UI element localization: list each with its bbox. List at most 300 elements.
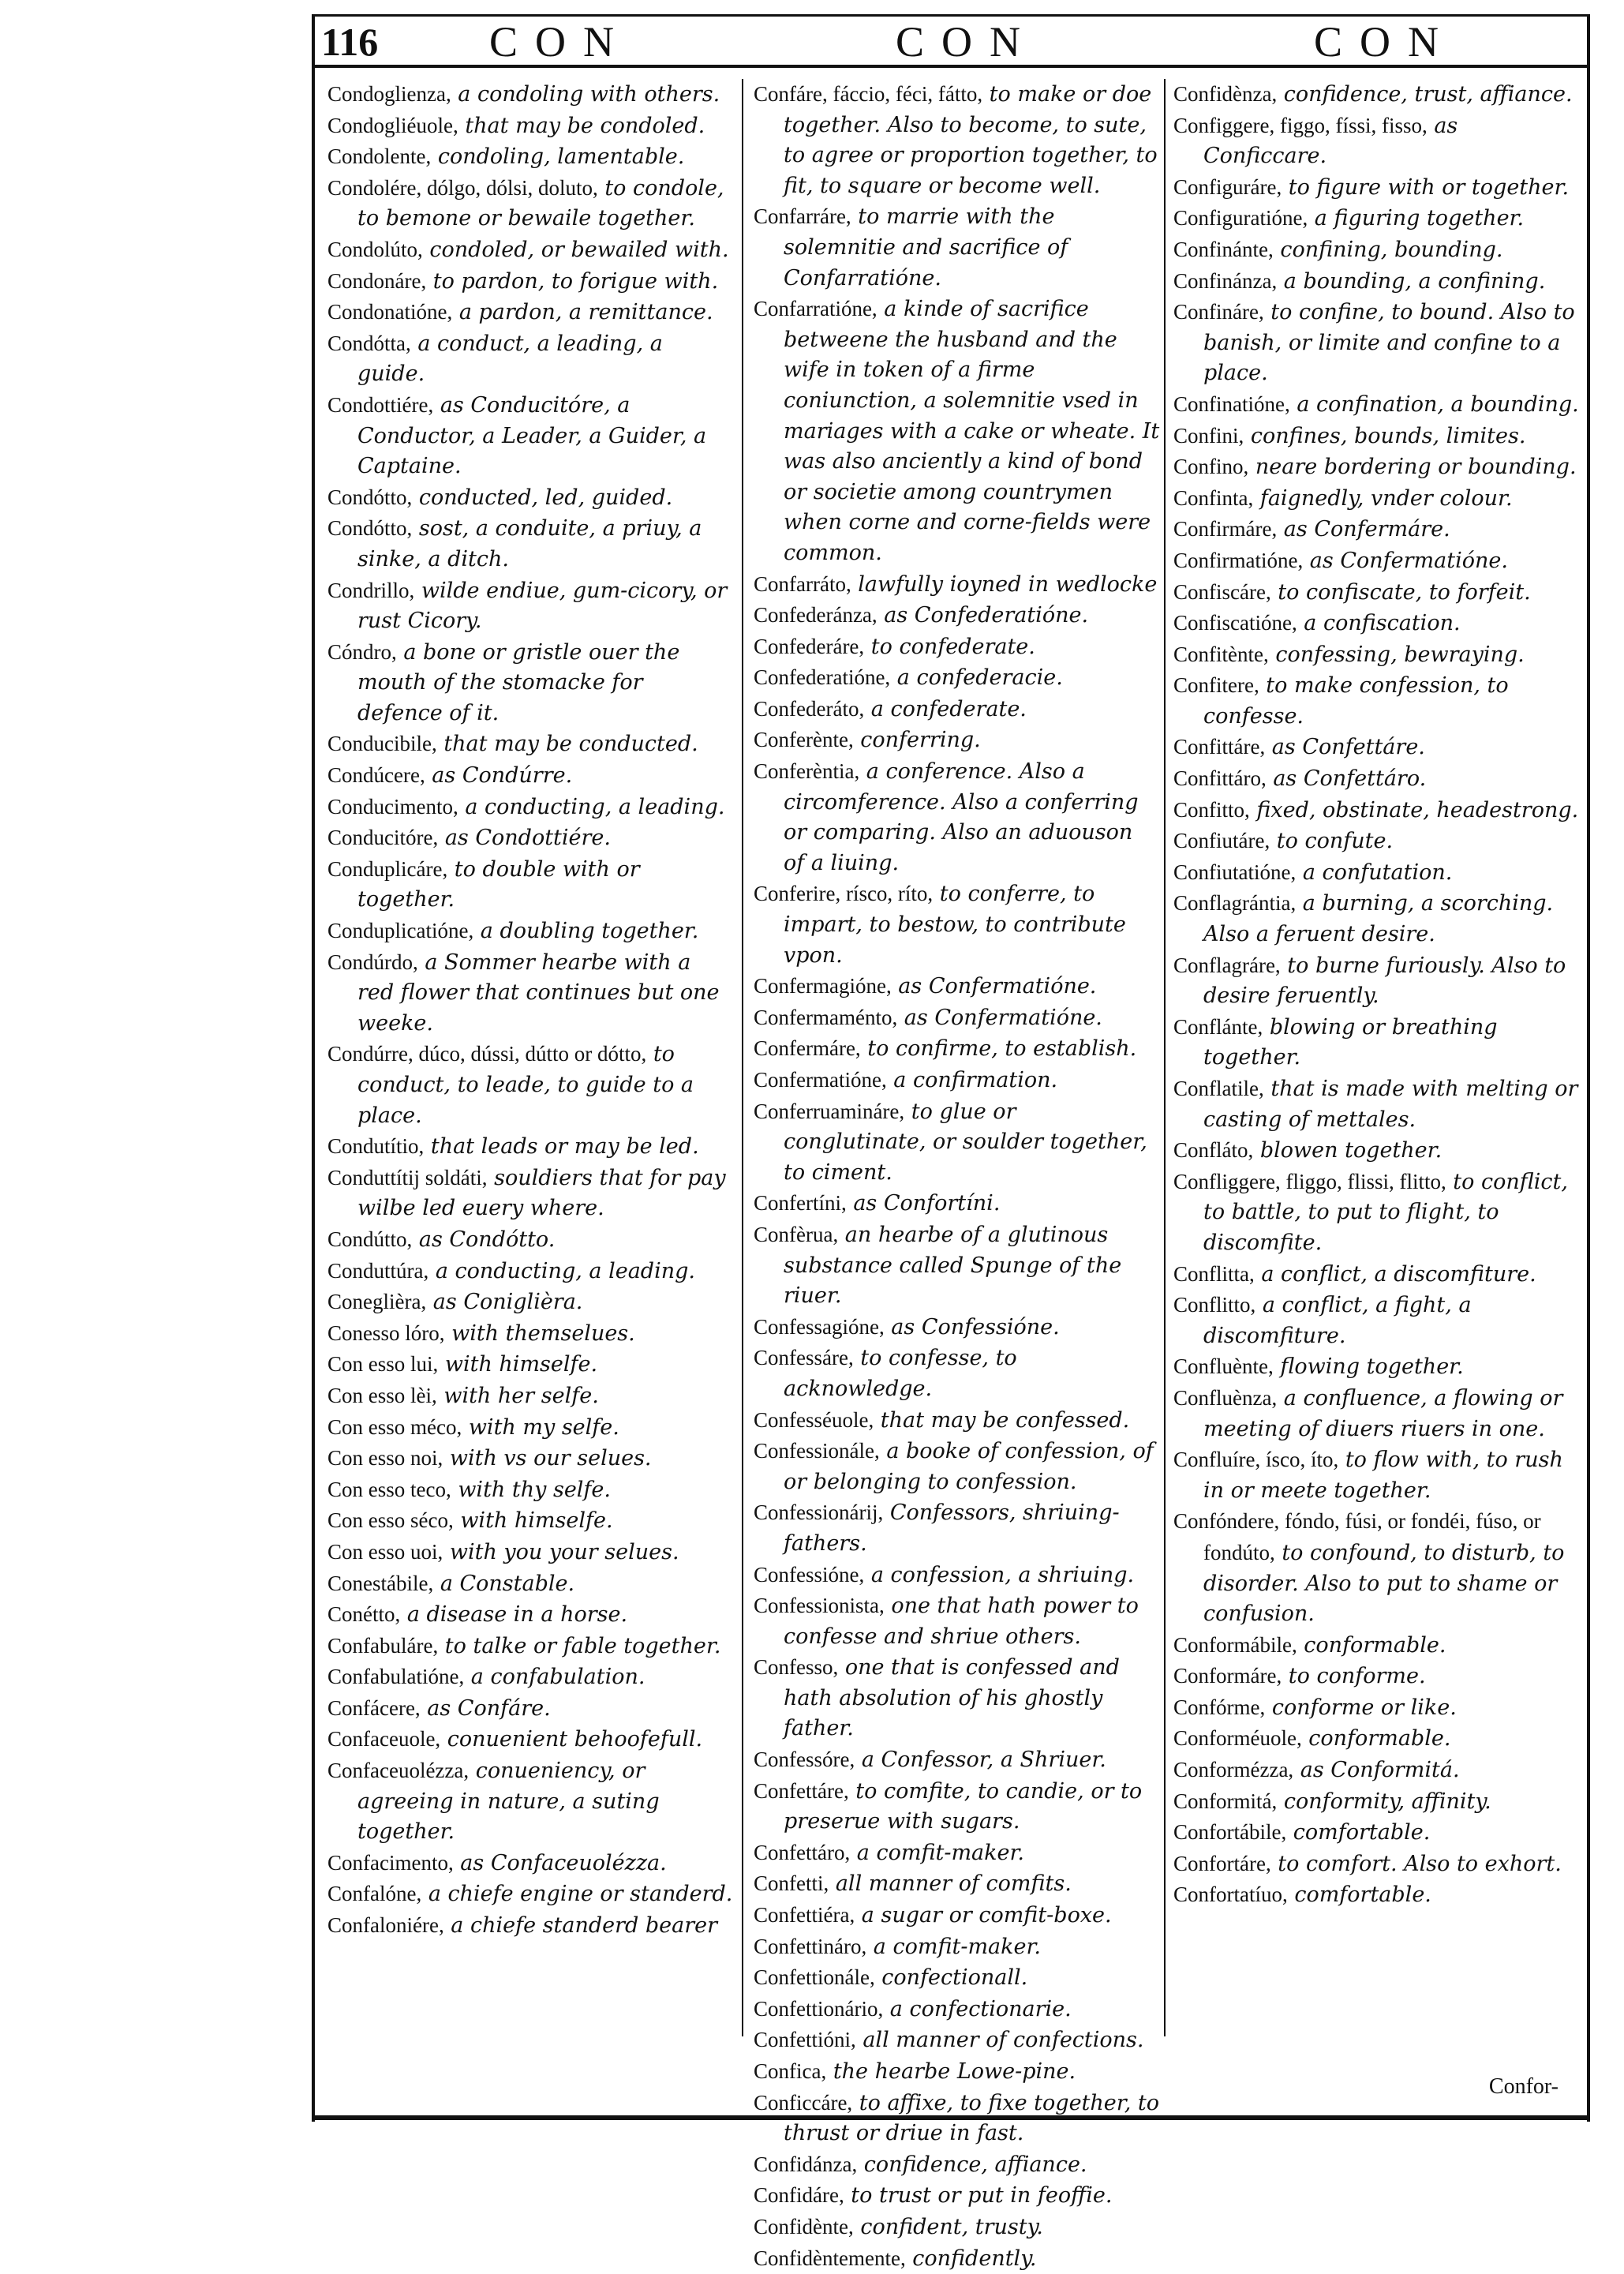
entry-headword: Condolúto, bbox=[327, 237, 423, 261]
entry-gloss: to talke or fable together. bbox=[438, 1633, 721, 1658]
entry-headword: Coneglièra, bbox=[327, 1290, 427, 1314]
entry-headword: Condutítio, bbox=[327, 1134, 425, 1159]
entry-gloss: as Condótto. bbox=[412, 1227, 556, 1252]
dictionary-entry bbox=[327, 1631, 734, 1662]
entry-headword: Condótto, bbox=[327, 485, 413, 509]
entry-gloss: confidently. bbox=[905, 2246, 1037, 2271]
dictionary-entry bbox=[327, 1505, 734, 1537]
entry-headword: Configuráre, bbox=[1173, 174, 1282, 199]
entry-headword: Confinta, bbox=[1173, 485, 1254, 510]
dictionary-entry bbox=[1173, 1630, 1580, 1661]
dictionary-entry bbox=[754, 1652, 1160, 1744]
entry-gloss: as Confortíni. bbox=[846, 1191, 1001, 1216]
entry-headword: Con esso méco, bbox=[327, 1414, 462, 1439]
entry-headword: Confóndere, fóndo, fúsi, or fondéi, fúso, or fondúto, bbox=[1173, 1509, 1541, 1564]
entry-gloss: as Condúrre. bbox=[425, 763, 573, 789]
dictionary-entry bbox=[327, 1381, 734, 1412]
dictionary-entry bbox=[1173, 888, 1580, 950]
dictionary-entry bbox=[754, 694, 1160, 725]
dictionary-entry bbox=[1173, 950, 1580, 1012]
dictionary-entry bbox=[327, 1349, 734, 1381]
dictionary-entry bbox=[1173, 826, 1580, 857]
entry-headword: Confica, bbox=[754, 2059, 827, 2083]
entry-gloss: a conducting, a leading. bbox=[428, 1258, 695, 1283]
entry-headword: Confessáre, bbox=[754, 1346, 854, 1370]
entry-gloss: to conduct, to leade, to guide to a place. bbox=[357, 1042, 694, 1128]
entry-gloss: a sugar or comfit-boxe. bbox=[855, 1903, 1112, 1928]
entry-headword: Con esso séco, bbox=[327, 1508, 454, 1533]
dictionary-entry bbox=[754, 1838, 1160, 1869]
entry-gloss: one that hath power to confesse and shriue others. bbox=[784, 1594, 1139, 1649]
entry-headword: Confácere, bbox=[327, 1695, 421, 1720]
entry-headword: Confalóne, bbox=[327, 1882, 422, 1906]
entry-gloss: as Confaceuolézza. bbox=[453, 1850, 667, 1875]
entry-gloss: to conferre, to impart, to bestow, to contribute vpon. bbox=[784, 882, 1126, 968]
entry-gloss: that may be condoled. bbox=[458, 113, 705, 138]
dictionary-entry bbox=[1173, 297, 1580, 389]
entry-headword: Configuratióne, bbox=[1173, 206, 1308, 230]
dictionary-entry bbox=[327, 1412, 734, 1444]
entry-gloss: with thy selfe. bbox=[451, 1477, 611, 1502]
entry-headword: Confluènza, bbox=[1173, 1385, 1278, 1410]
dictionary-entry bbox=[327, 111, 734, 142]
entry-gloss: a disease in a horse. bbox=[400, 1602, 628, 1628]
entry-gloss: lawfully ioyned in wedlocke bbox=[851, 571, 1158, 597]
entry-headword: Conducitóre, bbox=[327, 826, 439, 850]
dictionary-entry bbox=[754, 1219, 1160, 1312]
dictionary-entry bbox=[754, 1065, 1160, 1096]
running-header bbox=[312, 17, 1590, 65]
dictionary-entry bbox=[754, 2088, 1160, 2149]
entry-gloss: a confutation. bbox=[1296, 860, 1453, 885]
entry-headword: Confederánza, bbox=[754, 603, 877, 628]
dictionary-entry bbox=[754, 600, 1160, 631]
entry-headword: Confluíre, ísco, íto, bbox=[1173, 1448, 1339, 1472]
entry-gloss: a confederacie. bbox=[890, 665, 1063, 691]
entry-headword: Confidèntemente, bbox=[754, 2246, 906, 2270]
entry-headword: Confini, bbox=[1173, 423, 1244, 448]
entry-headword: Confortáre, bbox=[1173, 1851, 1271, 1875]
dictionary-entry bbox=[1173, 670, 1580, 732]
entry-headword: Conducimento, bbox=[327, 794, 458, 819]
entry-headword: Confáre, fáccio, féci, fátto, bbox=[754, 82, 983, 106]
entry-gloss: a conduct, a leading, a guide. bbox=[357, 331, 663, 387]
entry-gloss: comfortable. bbox=[1286, 1820, 1431, 1845]
entry-gloss: a booke of confession, of or belonging to confession. bbox=[784, 1439, 1154, 1494]
dictionary-entry bbox=[1173, 608, 1580, 639]
entry-gloss: that is made with melting or casting of mettales. bbox=[1203, 1077, 1578, 1132]
entry-gloss: a Confessor, a Shriuer. bbox=[855, 1748, 1106, 1773]
entry-headword: Confessionista, bbox=[754, 1594, 885, 1618]
entry-gloss: to make or doe together. Also to become, to sute, to agree or proportion together, to fit, to square or become well. bbox=[784, 82, 1158, 198]
entry-gloss: as Conducitóre, a Conductor, a Leader, a Guider, a Captaine. bbox=[357, 392, 707, 479]
entry-gloss: that leads or may be led. bbox=[424, 1134, 699, 1159]
entry-headword: Confettáre, bbox=[754, 1778, 849, 1803]
dictionary-entry bbox=[327, 79, 734, 111]
entry-gloss: a confination, a bounding. bbox=[1289, 391, 1579, 417]
entry-headword: Conduttúra, bbox=[327, 1258, 429, 1283]
entry-headword: Conforméuole, bbox=[1173, 1726, 1302, 1751]
dictionary-entry bbox=[754, 569, 1160, 601]
entry-gloss: with vs our selues. bbox=[443, 1446, 652, 1471]
dictionary-entry bbox=[327, 1443, 734, 1474]
dictionary-entry bbox=[1173, 451, 1580, 483]
entry-headword: Confitènte, bbox=[1173, 642, 1269, 666]
entry-headword: Confettióni, bbox=[754, 2028, 856, 2052]
column-right bbox=[1173, 79, 1580, 1911]
entry-headword: Confinatióne, bbox=[1173, 391, 1290, 416]
dictionary-entry bbox=[1173, 1290, 1580, 1351]
dictionary-entry bbox=[1173, 1849, 1580, 1880]
dictionary-entry bbox=[754, 662, 1160, 694]
entry-headword: Condútto, bbox=[327, 1227, 413, 1251]
entry-gloss: condoling, lamentable. bbox=[431, 144, 685, 170]
entry-gloss: flowing together. bbox=[1273, 1354, 1464, 1380]
dictionary-entry bbox=[754, 2212, 1160, 2243]
entry-gloss: a bounding, a confining. bbox=[1277, 268, 1546, 294]
entry-gloss: the hearbe Lowe-pine. bbox=[826, 2059, 1076, 2084]
entry-gloss: that may be conducted. bbox=[436, 732, 698, 757]
running-head-left: CON bbox=[489, 18, 632, 66]
entry-gloss: a doubling together. bbox=[473, 919, 699, 944]
dictionary-entry bbox=[327, 854, 734, 916]
entry-gloss: confidence, affiance. bbox=[857, 2152, 1087, 2177]
entry-headword: Confertíni, bbox=[754, 1191, 847, 1216]
dictionary-entry bbox=[754, 1744, 1160, 1776]
entry-headword: Conduttítij soldáti, bbox=[327, 1165, 488, 1189]
entry-headword: Con esso uoi, bbox=[327, 1539, 443, 1564]
entry-gloss: to confute. bbox=[1270, 829, 1394, 854]
entry-headword: Conferènte, bbox=[754, 728, 854, 752]
entry-headword: Confidáre, bbox=[754, 2183, 844, 2208]
entry-gloss: to double with or together. bbox=[357, 856, 640, 912]
entry-gloss: confident, trusty. bbox=[853, 2214, 1043, 2239]
dictionary-entry bbox=[754, 631, 1160, 663]
dictionary-entry bbox=[1173, 421, 1580, 452]
entry-gloss: a confluence, a flowing or meeting of diuers riuers in one. bbox=[1203, 1385, 1563, 1441]
entry-headword: Confaceuolézza, bbox=[327, 1759, 470, 1783]
dictionary-entry bbox=[327, 1287, 734, 1318]
entry-headword: Confarráre, bbox=[754, 204, 851, 229]
dictionary-entry bbox=[1173, 514, 1580, 545]
entry-gloss: a figuring together. bbox=[1308, 206, 1525, 231]
entry-gloss: one that is confessed and hath absolution of his ghostly father. bbox=[784, 1655, 1120, 1741]
entry-headword: Confessionále, bbox=[754, 1439, 880, 1463]
entry-headword: Conflánte, bbox=[1173, 1014, 1263, 1039]
entry-headword: Conformábile, bbox=[1173, 1632, 1297, 1657]
entry-gloss: a condoling with others. bbox=[451, 82, 720, 107]
dictionary-entry bbox=[1173, 857, 1580, 889]
dictionary-entry bbox=[754, 2025, 1160, 2056]
entry-headword: Confettiéra, bbox=[754, 1903, 855, 1927]
entry-headword: Confabuláre, bbox=[327, 1633, 439, 1658]
entry-gloss: to condole, to bemone or bewaile together. bbox=[357, 175, 724, 231]
entry-gloss: confessing, bewraying. bbox=[1268, 642, 1525, 667]
entry-headword: Con esso noi, bbox=[327, 1446, 443, 1470]
dictionary-entry bbox=[1173, 483, 1580, 515]
entry-gloss: to marrie with the solemnitie and sacrifice of Confarratióne. bbox=[784, 204, 1068, 290]
entry-gloss: a confession, a shriuing. bbox=[864, 1562, 1135, 1587]
dictionary-entry bbox=[754, 1096, 1160, 1189]
column-left bbox=[327, 79, 734, 1942]
entry-headword: Confettionále, bbox=[754, 1965, 875, 1990]
entry-gloss: condoled, or bewailed with. bbox=[422, 237, 729, 262]
dictionary-entry bbox=[754, 1033, 1160, 1065]
dictionary-entry bbox=[327, 1724, 734, 1755]
dictionary-entry bbox=[327, 1693, 734, 1725]
dictionary-entry bbox=[1173, 234, 1580, 266]
entry-headword: Condonatióne, bbox=[327, 300, 453, 324]
dictionary-entry bbox=[1173, 639, 1580, 671]
entry-headword: Confesséuole, bbox=[754, 1407, 874, 1432]
entry-gloss: conducted, led, guided. bbox=[412, 485, 673, 510]
entry-headword: Confláto, bbox=[1173, 1138, 1254, 1163]
entry-headword: Confluènte, bbox=[1173, 1354, 1274, 1379]
dictionary-entry bbox=[754, 1343, 1160, 1404]
dictionary-entry bbox=[754, 1590, 1160, 1652]
entry-headword: Conduplicatióne, bbox=[327, 919, 474, 943]
entry-gloss: to pardon, to forigue with. bbox=[426, 268, 719, 294]
entry-headword: Confittáre, bbox=[1173, 735, 1266, 759]
entry-gloss: blowing or breathing together. bbox=[1203, 1014, 1498, 1070]
entry-headword: Condonáre, bbox=[327, 268, 427, 293]
entry-headword: Conétto, bbox=[327, 1602, 401, 1627]
entry-gloss: a conference. Also a circomference. Also a conferring or comparing. Also an aduouson of a liuing. bbox=[784, 759, 1139, 875]
dictionary-entry bbox=[327, 1755, 734, 1848]
entry-gloss: as Confáre. bbox=[420, 1695, 551, 1721]
dictionary-entry bbox=[327, 1848, 734, 1879]
column-divider bbox=[1164, 79, 1166, 2036]
entry-headword: Confliggere, fliggo, flissi, flitto, bbox=[1173, 1169, 1446, 1193]
entry-headword: Condúrre, dúco, dússi, dútto or dótto, bbox=[327, 1042, 647, 1066]
dictionary-entry bbox=[327, 1039, 734, 1131]
entry-gloss: a conducting, a leading. bbox=[458, 794, 725, 819]
entry-headword: Confidánza, bbox=[754, 2152, 858, 2176]
entry-headword: Confederáre, bbox=[754, 634, 865, 658]
entry-gloss: to comfort. Also to exhort. bbox=[1270, 1851, 1562, 1876]
entry-headword: Condoglienza, bbox=[327, 82, 451, 106]
entry-headword: Conferire, rísco, ríto, bbox=[754, 882, 934, 906]
entry-headword: Confessóre, bbox=[754, 1748, 855, 1772]
entry-headword: Conflitta, bbox=[1173, 1261, 1255, 1286]
entry-gloss: a chiefe standerd bearer bbox=[443, 1913, 718, 1939]
dictionary-entry bbox=[754, 756, 1160, 879]
entry-headword: Confermáre, bbox=[754, 1036, 861, 1061]
dictionary-entry bbox=[327, 1879, 734, 1910]
entry-gloss: as Conficcare. bbox=[1203, 113, 1458, 169]
entry-headword: Confinánza, bbox=[1173, 268, 1278, 293]
entry-gloss: a conflict, a fight, a discomfiture. bbox=[1203, 1293, 1472, 1348]
dictionary-entry bbox=[1173, 1723, 1580, 1755]
entry-gloss: as Confettáro. bbox=[1266, 766, 1427, 792]
entry-headword: Confessagióne, bbox=[754, 1314, 885, 1339]
entry-headword: Confaloniére, bbox=[327, 1913, 444, 1938]
dictionary-entry bbox=[1173, 763, 1580, 795]
entry-headword: Confináre, bbox=[1173, 300, 1264, 324]
entry-headword: Condótto, bbox=[327, 516, 413, 541]
dictionary-entry bbox=[1173, 1755, 1580, 1786]
entry-headword: Confitto, bbox=[1173, 797, 1250, 822]
entry-headword: Confarratióne, bbox=[754, 297, 877, 321]
dictionary-entry bbox=[327, 1661, 734, 1693]
entry-headword: Confermaménto, bbox=[754, 1005, 898, 1029]
entry-headword: Conferèntia, bbox=[754, 759, 860, 784]
dictionary-entry bbox=[327, 575, 734, 637]
entry-gloss: to make confession, to confesse. bbox=[1203, 673, 1509, 729]
dictionary-entry bbox=[327, 513, 734, 575]
entry-gloss: a chiefe engine or standerd. bbox=[421, 1882, 733, 1907]
dictionary-entry bbox=[1173, 1444, 1580, 1506]
dictionary-entry bbox=[1173, 389, 1580, 421]
dictionary-entry bbox=[754, 1560, 1160, 1591]
entry-gloss: a pardon, a remittance. bbox=[452, 300, 713, 325]
entry-gloss: all manner of comfits. bbox=[829, 1871, 1072, 1897]
dictionary-entry bbox=[327, 390, 734, 482]
dictionary-entry bbox=[1173, 172, 1580, 204]
entry-headword: Confirmatióne, bbox=[1173, 548, 1304, 572]
dictionary-entry bbox=[1173, 1167, 1580, 1259]
entry-gloss: an hearbe of a glutinous substance called Spunge of the riuer. bbox=[784, 1222, 1122, 1309]
dictionary-entry bbox=[327, 328, 734, 390]
entry-gloss: as Confederatióne. bbox=[877, 603, 1089, 628]
entry-gloss: as Confermatióne. bbox=[1303, 548, 1508, 573]
entry-headword: Conduplicáre, bbox=[327, 856, 448, 881]
dictionary-entry bbox=[327, 822, 734, 854]
dictionary-entry bbox=[327, 234, 734, 266]
dictionary-entry bbox=[1173, 1661, 1580, 1692]
entry-gloss: conformable. bbox=[1301, 1726, 1451, 1751]
entry-gloss: as Coniglièra. bbox=[426, 1290, 583, 1315]
entry-headword: Confesso, bbox=[754, 1655, 839, 1680]
dictionary-entry bbox=[1173, 1817, 1580, 1849]
entry-headword: Confidènte, bbox=[754, 2214, 854, 2238]
entry-headword: Confiscatióne, bbox=[1173, 611, 1297, 635]
dictionary-entry bbox=[327, 916, 734, 947]
entry-headword: Confiutatióne, bbox=[1173, 860, 1297, 884]
entry-headword: Confederatióne, bbox=[754, 665, 891, 690]
entry-gloss: to confirme, to establish. bbox=[860, 1036, 1137, 1062]
entry-gloss: confectionall. bbox=[874, 1965, 1028, 1991]
dictionary-entry bbox=[1173, 1012, 1580, 1073]
dictionary-entry bbox=[754, 1868, 1160, 1900]
running-head-right: CON bbox=[1314, 18, 1457, 66]
dictionary-entry bbox=[1173, 111, 1580, 172]
entry-gloss: confining, bounding. bbox=[1273, 237, 1503, 262]
entry-gloss: a confectionarie. bbox=[883, 1996, 1072, 2021]
dictionary-entry bbox=[754, 2180, 1160, 2212]
entry-gloss: as Conformitá. bbox=[1293, 1758, 1460, 1783]
entry-gloss: a confiscation. bbox=[1297, 611, 1461, 636]
dictionary-entry bbox=[1173, 577, 1580, 609]
dictionary-entry bbox=[327, 1474, 734, 1506]
entry-gloss: faignedly, vnder colour. bbox=[1253, 485, 1513, 511]
entry-headword: Condogliéuole, bbox=[327, 113, 458, 137]
column-middle bbox=[754, 79, 1160, 2274]
dictionary-entry bbox=[754, 1002, 1160, 1034]
dictionary-entry bbox=[327, 1224, 734, 1256]
dictionary-entry bbox=[754, 1188, 1160, 1219]
entry-gloss: that may be confessed. bbox=[874, 1407, 1130, 1433]
entry-gloss: to figure with or together. bbox=[1282, 174, 1570, 200]
entry-headword: Cóndro, bbox=[327, 639, 397, 664]
dictionary-entry bbox=[1173, 1259, 1580, 1291]
dictionary-entry bbox=[327, 947, 734, 1040]
dictionary-entry bbox=[327, 1131, 734, 1163]
entry-gloss: a confederate. bbox=[864, 696, 1027, 721]
dictionary-entry bbox=[1173, 1786, 1580, 1818]
entry-gloss: with himselfe. bbox=[453, 1508, 613, 1534]
entry-headword: Conesso lóro, bbox=[327, 1321, 445, 1345]
dictionary-entry bbox=[327, 141, 734, 173]
entry-gloss: a Sommer hearbe with a red flower that continues but one weeke. bbox=[357, 950, 720, 1036]
entry-headword: Confettionário, bbox=[754, 1996, 884, 2021]
entry-gloss: as Confermatióne. bbox=[897, 1005, 1102, 1030]
dictionary-entry bbox=[1173, 79, 1580, 111]
dictionary-entry bbox=[754, 201, 1160, 294]
entry-gloss: to confound, to disturb, to disorder. Also to put to shame or confusion. bbox=[1203, 1540, 1565, 1627]
entry-gloss: as Confermatióne. bbox=[891, 974, 1097, 999]
entry-headword: Condrillo, bbox=[327, 578, 415, 602]
dictionary-entry bbox=[327, 173, 734, 234]
dictionary-entry bbox=[327, 637, 734, 729]
entry-gloss: a comfit-maker. bbox=[866, 1934, 1042, 1959]
entry-gloss: to confederate. bbox=[864, 634, 1035, 659]
entry-headword: Confermagióne, bbox=[754, 974, 892, 998]
dictionary-entry bbox=[754, 1436, 1160, 1497]
entry-headword: Condottiére, bbox=[327, 392, 434, 417]
dictionary-entry bbox=[754, 1900, 1160, 1931]
dictionary-entry bbox=[754, 2056, 1160, 2088]
entry-gloss: confines, bounds, limites. bbox=[1244, 423, 1526, 448]
entry-headword: Conformitá, bbox=[1173, 1789, 1278, 1813]
entry-headword: Confirmáre, bbox=[1173, 517, 1278, 541]
entry-gloss: Confessors, shriuing-fathers. bbox=[784, 1500, 1120, 1556]
entry-headword: Confórme, bbox=[1173, 1695, 1266, 1719]
entry-gloss: as Confessióne. bbox=[884, 1314, 1060, 1339]
entry-headword: Confiscáre, bbox=[1173, 579, 1271, 604]
dictionary-entry bbox=[1173, 1351, 1580, 1383]
entry-headword: Condúcere, bbox=[327, 763, 425, 788]
entry-headword: Confermatióne, bbox=[754, 1068, 887, 1092]
entry-gloss: a comfit-maker. bbox=[850, 1840, 1025, 1865]
dictionary-entry bbox=[754, 725, 1160, 756]
page-number: 116 bbox=[321, 20, 379, 64]
entry-gloss: wilde endiue, gum-cicory, or rust Cicory. bbox=[357, 578, 728, 634]
entry-gloss: to glue or conglutinate, or soulder together, to ciment. bbox=[784, 1099, 1147, 1185]
entry-gloss: conforme or like. bbox=[1265, 1695, 1457, 1720]
entry-gloss: to conflict, to battle, to put to flight, to discomfite. bbox=[1203, 1169, 1568, 1255]
entry-gloss: a Constable. bbox=[433, 1571, 575, 1596]
dictionary-entry bbox=[1173, 203, 1580, 234]
entry-gloss: to confine, to bound. Also to banish, or limite and confine to a place. bbox=[1203, 300, 1575, 386]
entry-headword: Condúrdo, bbox=[327, 950, 418, 974]
entry-gloss: conueniency, or agreeing in nature, a suting together. bbox=[357, 1759, 660, 1845]
entry-headword: Confino, bbox=[1173, 455, 1249, 479]
entry-gloss: neare bordering or bounding. bbox=[1248, 455, 1577, 480]
dictionary-entry bbox=[327, 1568, 734, 1600]
dictionary-entry bbox=[754, 879, 1160, 971]
entry-gloss: to confesse, to acknowledge. bbox=[784, 1346, 1017, 1401]
entry-headword: Confèrua, bbox=[754, 1222, 839, 1246]
dictionary-entry bbox=[327, 266, 734, 298]
dictionary-entry bbox=[327, 1256, 734, 1287]
dictionary-entry bbox=[754, 1962, 1160, 1994]
entry-headword: Confettáro, bbox=[754, 1840, 851, 1864]
dictionary-entry bbox=[327, 1910, 734, 1942]
dictionary-entry bbox=[327, 482, 734, 514]
entry-headword: Conflagráre, bbox=[1173, 953, 1281, 977]
entry-headword: Confiutáre, bbox=[1173, 829, 1270, 853]
